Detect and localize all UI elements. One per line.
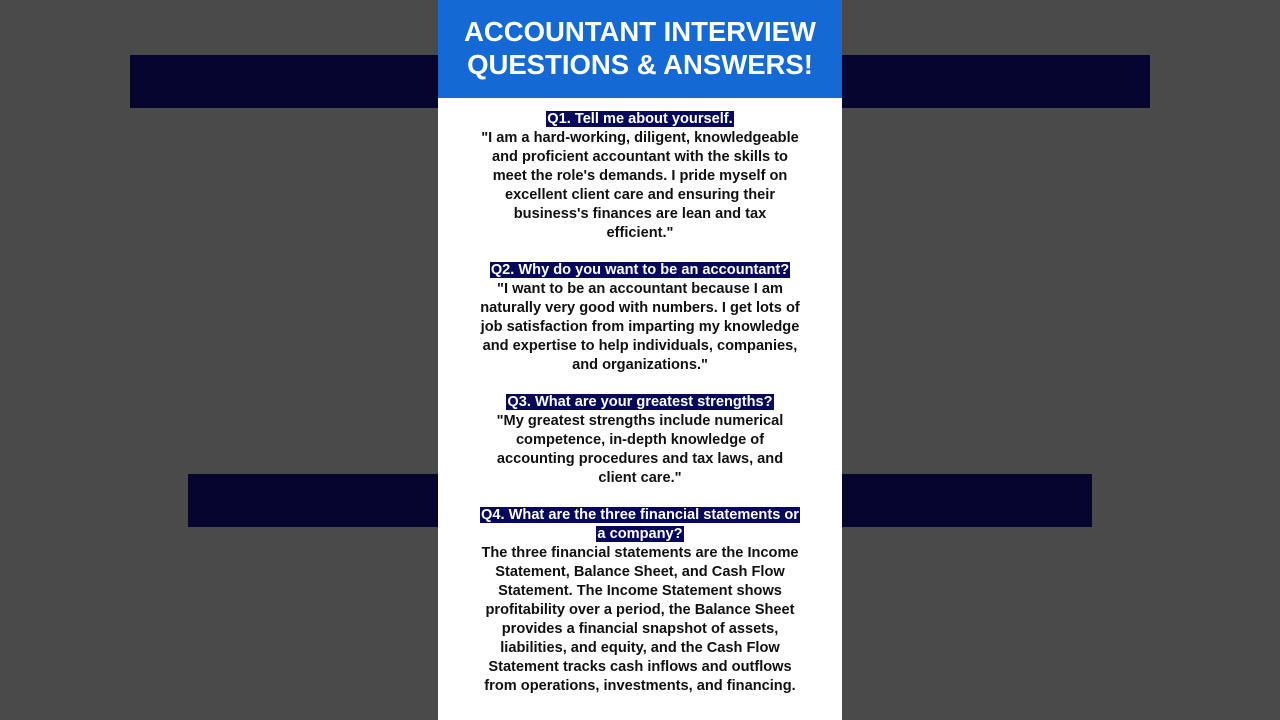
question: Q4. What are the three financial statements or bbox=[481, 507, 799, 523]
answer-line: from operations, investments, and financing. bbox=[484, 678, 796, 694]
qa-item-4 bbox=[438, 506, 842, 696]
answer-line: job satisfaction from imparting my knowledge bbox=[480, 319, 800, 335]
answer-line: "My greatest strengths include numerical bbox=[496, 413, 784, 429]
answer-line: "I am a hard-working, diligent, knowledgeable bbox=[481, 130, 799, 146]
answer-line: client care." bbox=[598, 470, 682, 486]
answer-line: The three financial statements are the Income bbox=[481, 545, 799, 561]
answer-line: excellent client care and ensuring their bbox=[504, 187, 776, 203]
answer-line: meet the role's demands. I pride myself on bbox=[492, 168, 788, 184]
answer-line: Statement. The Income Statement shows bbox=[498, 583, 782, 599]
answer-line: and proficient accountant with the skills to bbox=[492, 149, 788, 165]
title-banner bbox=[438, 0, 842, 98]
question: a company? bbox=[597, 526, 683, 542]
answer-line: and organizations." bbox=[572, 357, 708, 373]
answer-line: liabilities, and equity, and the Cash Flow bbox=[500, 640, 780, 656]
question: Q1. Tell me about yourself. bbox=[547, 111, 733, 127]
qa-list bbox=[438, 98, 842, 696]
qa-item-3 bbox=[438, 393, 842, 488]
question: Q2. Why do you want to be an accountant? bbox=[490, 262, 790, 278]
answer-line: "I want to be an accountant because I am bbox=[497, 281, 783, 297]
content-card bbox=[438, 0, 842, 720]
answer-line: business's finances are lean and tax bbox=[513, 206, 767, 222]
answer-line: profitability over a period, the Balance Sheet bbox=[485, 602, 795, 618]
title-line: QUESTIONS & ANSWERS! bbox=[467, 49, 813, 80]
answer-line: Statement, Balance Sheet, and Cash Flow bbox=[495, 564, 785, 580]
answer-line: naturally very good with numbers. I get lots of bbox=[480, 300, 800, 316]
answer-line: Statement tracks cash inflows and outflows bbox=[488, 659, 792, 675]
answer-line: competence, in-depth knowledge of bbox=[515, 432, 765, 448]
question: Q3. What are your greatest strengths? bbox=[507, 394, 773, 410]
qa-item-2 bbox=[438, 261, 842, 375]
answer-line: provides a financial snapshot of assets, bbox=[501, 621, 779, 637]
answer-line: and expertise to help individuals, companies, bbox=[482, 338, 798, 354]
answer-line: efficient." bbox=[606, 225, 674, 241]
title-line: ACCOUNTANT INTERVIEW bbox=[464, 16, 816, 47]
answer-line: accounting procedures and tax laws, and bbox=[496, 451, 784, 467]
qa-item-1 bbox=[438, 110, 842, 243]
